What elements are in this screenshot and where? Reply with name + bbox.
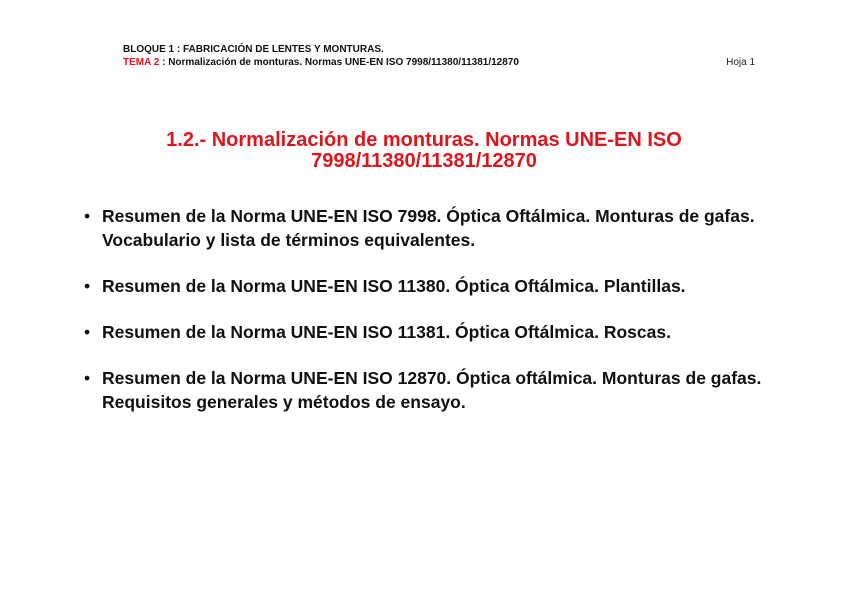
bullet-icon: •	[84, 206, 91, 226]
bullet-icon: •	[84, 276, 91, 296]
page-title	[0, 130, 848, 172]
list-item	[84, 366, 784, 414]
list-item	[84, 320, 784, 344]
list-item-text: Resumen de la Norma UNE-EN ISO 7998. Óptica Oftálmica. Monturas de gafas. Vocabulario y lista de términos equivalentes.	[102, 206, 755, 250]
list-item-text: Resumen de la Norma UNE-EN ISO 11381. Óptica Oftálmica. Roscas.	[102, 322, 671, 342]
tema-heading	[123, 56, 763, 69]
bloque-heading: BLOQUE 1 : FABRICACIÓN DE LENTES Y MONTURAS.	[123, 44, 384, 55]
list-item	[84, 274, 784, 298]
tema-label: TEMA 2	[123, 57, 160, 68]
bullet-list	[84, 204, 784, 414]
title-line-1: 1.2.- Normalización de monturas. Normas UNE-EN ISO	[166, 129, 682, 151]
bullet-icon: •	[84, 368, 91, 388]
bullet-icon: •	[84, 322, 91, 342]
list-item-text: Resumen de la Norma UNE-EN ISO 11380. Óptica Oftálmica. Plantillas.	[102, 276, 686, 296]
tema-text: : Normalización de monturas. Normas UNE-EN ISO 7998/11380/11381/12870	[159, 57, 519, 68]
title-line-2: 7998/11380/11381/12870	[311, 150, 537, 172]
page-header	[123, 43, 763, 69]
list-item	[84, 204, 784, 252]
list-item-text: Resumen de la Norma UNE-EN ISO 12870. Óptica oftálmica. Monturas de gafas. Requisitos generales y métodos de ensayo.	[102, 368, 762, 412]
page-number: Hoja 1	[726, 57, 755, 68]
